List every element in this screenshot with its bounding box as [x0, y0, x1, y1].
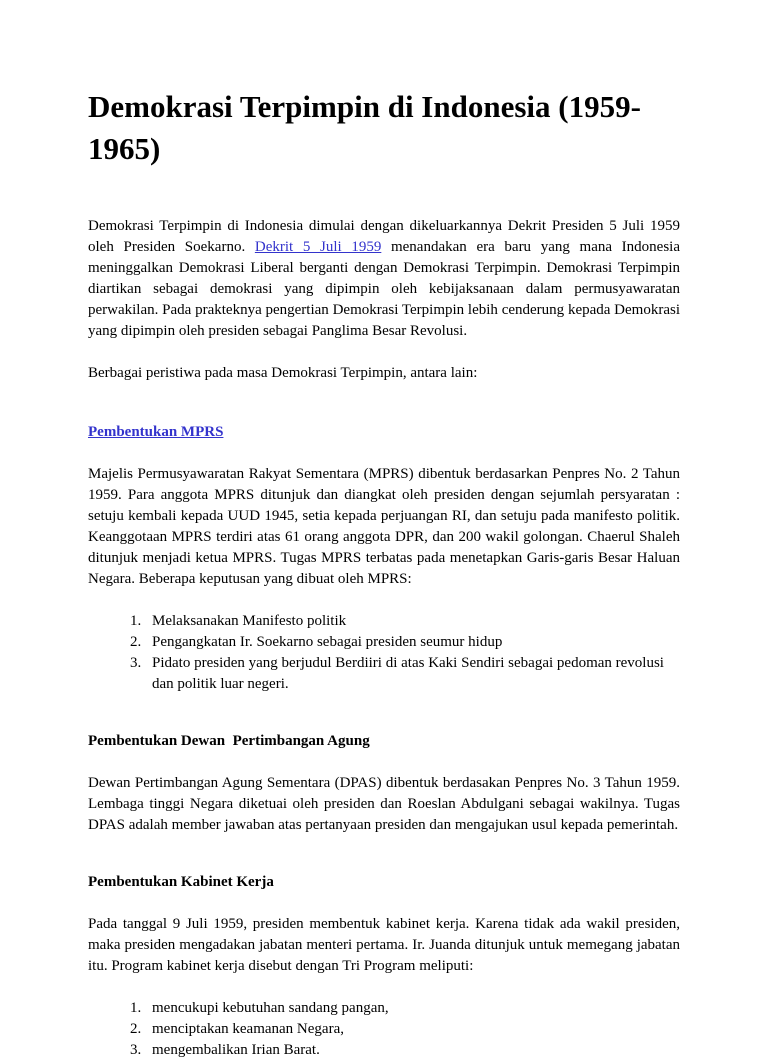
section-heading-kabinet-kerja: Pembentukan Kabinet Kerja — [88, 873, 274, 890]
dpas-paragraph: Dewan Pertimbangan Agung Sementara (DPAS) dibentuk berdasakan Penpres No. 3 Tahun 1959. Lembaga tinggi Negara diketuai oleh presiden dan Roeslan Abdulgani sebagai wakilnya. Tugas DPAS adalah member jawaban atas pertanyaan presiden dan mengajukan usul kepada pemerintah. — [88, 774, 680, 833]
intro-text-after-link: menandakan era baru yang mana Indonesia meninggalkan Demokrasi Liberal berganti dengan Demokrasi Terpimpin. Demokrasi Terpimpin diartikan sebagai demokrasi yang dipimpin oleh kebijaksanaan dalam permusyawaratan perwakilan. Pada prakteknya pengertian Demokrasi Terpimpin lebih cenderung kepada Demokrasi yang dipimpin oleh presiden sebagai Panglima Besar Revolusi. — [88, 238, 680, 339]
intro-text-before-link: Demokrasi Terpimpin di Indonesia dimulai dengan dikeluarkannya Dekrit Presiden 5 Juli 1959 oleh Presiden Soekarno. — [88, 217, 680, 255]
section-heading-dpas: Pembentukan Dewan Pertimbangan Agung — [88, 732, 370, 749]
kabinet-kerja-paragraph: Pada tanggal 9 Juli 1959, presiden membentuk kabinet kerja. Karena tidak ada wakil presiden, maka presiden mengadakan jabatan menteri pertama. Ir. Juanda ditunjuk untuk memegang jabatan itu. Program kabinet kerja disebut dengan Tri Program meliputi: — [88, 915, 680, 974]
section-heading-mprs-link[interactable]: Pembentukan MPRS — [88, 423, 224, 440]
events-intro-line: Berbagai peristiwa pada masa Demokrasi Terpimpin, antara lain: — [88, 364, 478, 381]
list-item: 3. mengembalikan Irian Barat. — [145, 1040, 680, 1061]
dekrit-5-juli-1959-link[interactable]: Dekrit 5 Juli 1959 — [254, 238, 382, 255]
mprs-paragraph: Majelis Permusyawaratan Rakyat Sementara (MPRS) dibentuk berdasarkan Penpres No. 2 Tahun 1959. Para anggota MPRS ditunjuk dan diangkat oleh presiden dengan sejumlah persyaratan : setuju kembali kepada UUD 1945, setia kepada perjuangan RI, dan setuju pada manifesto politik. Keanggotaan MPRS terdiri atas 61 orang anggota DPR, dan 200 wakil golongan. Chaerul Shaleh ditunjuk menjadi ketua MPRS. Tugas MPRS terbatas pada menetapkan Garis-garis Besar Haluan Negara. Beberapa keputusan yang dibuat oleh MPRS: — [88, 465, 680, 587]
tri-program-list — [88, 998, 680, 1061]
list-item: 3. Pidato presiden yang berjudul Berdiiri di atas Kaki Sendiri sebagai pedoman revolusi dan politik luar negeri. — [145, 653, 680, 695]
intro-paragraph — [88, 216, 680, 342]
list-item: 1. Melaksanakan Manifesto politik — [145, 611, 680, 632]
list-item: 1. mencukupi kebutuhan sandang pangan, — [145, 998, 680, 1019]
list-item: 2. Pengangkatan Ir. Soekarno sebagai presiden seumur hidup — [145, 632, 680, 653]
page-title: Demokrasi Terpimpin di Indonesia (1959-1965) — [88, 89, 641, 166]
mprs-decisions-list — [88, 611, 680, 695]
list-item: 2. menciptakan keamanan Negara, — [145, 1019, 680, 1040]
